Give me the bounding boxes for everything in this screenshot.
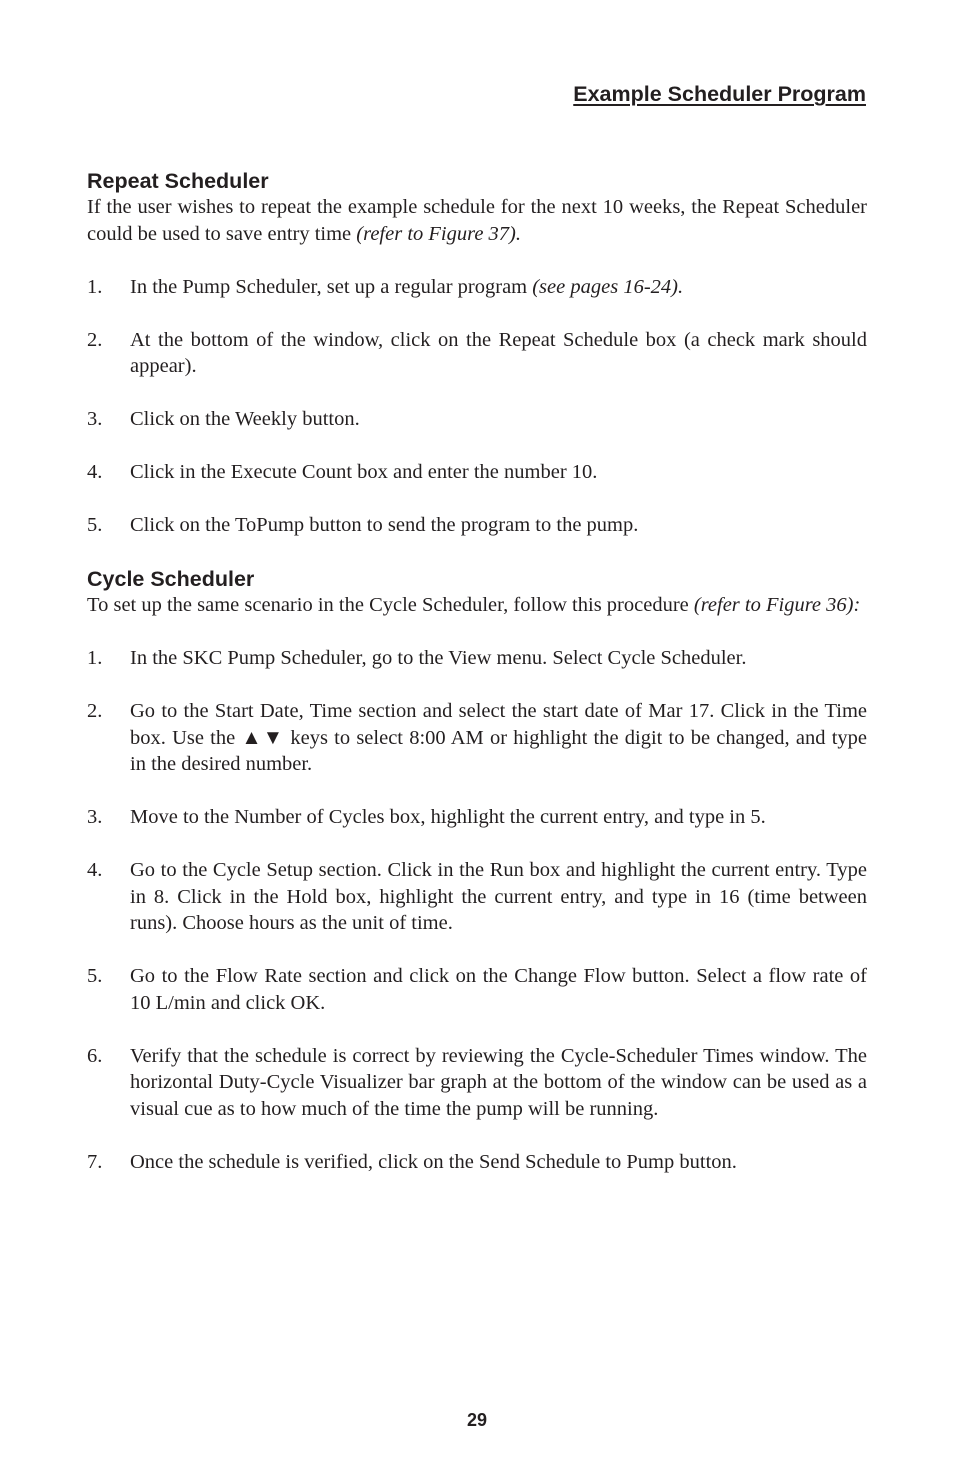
repeat-scheduler-section — [87, 168, 867, 539]
step-number: 6. — [87, 1044, 103, 1067]
step-number: 2. — [87, 328, 103, 351]
step-number: 7. — [87, 1150, 103, 1173]
step-text: In the Pump Scheduler, set up a regular program — [130, 275, 528, 298]
cycle-scheduler-section — [87, 566, 867, 1175]
list-item — [87, 1043, 867, 1123]
list-item — [87, 459, 867, 486]
intro-text: If the user wishes to repeat the example schedule for the next 10 weeks, the Repeat Scheduler could be used to save entry time — [87, 196, 867, 245]
cycle-scheduler-intro — [87, 592, 867, 619]
step-number: 5. — [87, 965, 103, 987]
list-item — [87, 963, 867, 1016]
cycle-scheduler-heading: Cycle Scheduler — [87, 567, 255, 591]
list-item — [87, 274, 867, 301]
list-item — [87, 698, 867, 778]
step-number: 2. — [87, 700, 103, 722]
page-title: Example Scheduler Program — [573, 82, 866, 106]
step-number: 5. — [87, 514, 103, 536]
list-item — [87, 406, 867, 433]
step-number: 1. — [87, 275, 103, 298]
step-text: Go to the Flow Rate section and click on the Change Flow button. Select a flow rate of 10 L/min and click OK. — [130, 965, 867, 1014]
step-text: In the SKC Pump Scheduler, go to the View menu. Select Cycle Scheduler. — [130, 647, 747, 669]
list-item — [87, 857, 867, 937]
list-item — [87, 1149, 867, 1176]
repeat-steps-list — [87, 274, 867, 539]
step-text: Move to the Number of Cycles box, highlight the current entry, and type in 5. — [130, 806, 766, 828]
step-text: Once the schedule is verified, click on the Send Schedule to Pump button. — [130, 1150, 737, 1173]
step-number: 4. — [87, 461, 103, 483]
step-text: Go to the Start Date, Time section and select the start date of Mar 17. Click in the Time box. Use the ▲▼ keys to select 8:00 AM or highlight the digit to be changed, and type in the desired number. — [130, 700, 867, 775]
step-number: 1. — [87, 647, 103, 669]
step-text: Click on the ToPump button to send the program to the pump. — [130, 514, 639, 536]
repeat-scheduler-intro — [87, 194, 867, 247]
step-text: Click in the Execute Count box and enter the number 10. — [130, 461, 598, 483]
cycle-steps-list — [87, 645, 867, 1175]
list-item — [87, 512, 867, 539]
step-text: Click on the Weekly button. — [130, 408, 360, 430]
step-number: 3. — [87, 806, 103, 828]
page-reference: (see pages 16-24). — [532, 275, 684, 298]
step-text: At the bottom of the window, click on the Repeat Schedule box (a check mark should appear). — [130, 328, 867, 377]
list-item — [87, 645, 867, 672]
intro-text: To set up the same scenario in the Cycle Scheduler, follow this procedure — [87, 594, 689, 616]
step-text: Verify that the schedule is correct by reviewing the Cycle-Scheduler Times window. The horizontal Duty-Cycle Visualizer bar graph at the bottom of the window can be used as a visual cue as to how much of the time the pump will be running. — [130, 1044, 867, 1120]
step-text: Go to the Cycle Setup section. Click in the Run box and highlight the current entry. Type in 8. Click in the Hold box, highlight the current entry, and type in 16 (time between runs). Choose hours as the unit of time. — [130, 859, 867, 934]
figure-reference: (refer to Figure 36): — [693, 594, 861, 616]
step-number: 3. — [87, 408, 103, 430]
step-number: 4. — [87, 859, 103, 881]
figure-reference: (refer to Figure 37). — [356, 222, 522, 245]
repeat-scheduler-heading: Repeat Scheduler — [87, 169, 269, 193]
list-item — [87, 804, 867, 831]
list-item — [87, 327, 867, 380]
page-number: 29 — [466, 1410, 488, 1430]
